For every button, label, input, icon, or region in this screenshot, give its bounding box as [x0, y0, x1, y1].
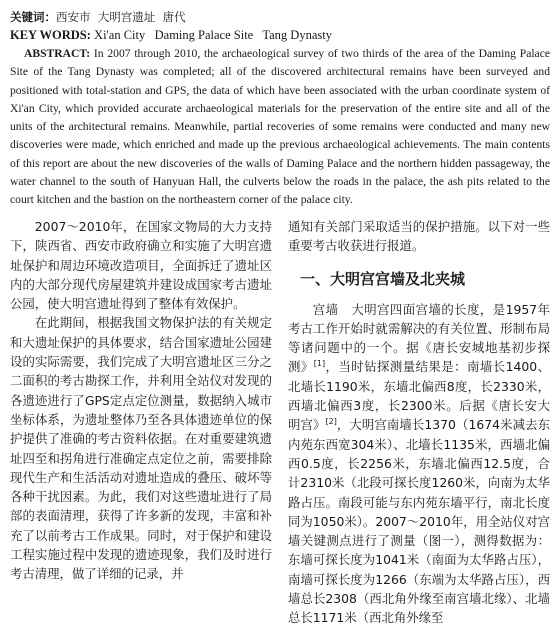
body-column-left [10, 217, 272, 584]
abstract-label: ABSTRACT: [24, 47, 91, 60]
walls-text-part-1: 宫墙 大明宫四面宫墙的长度，是1957年考古工作开始时就需解决的有关位置、形制布局等诸问题中的一个。据《唐长安城地基初步探测》 [288, 301, 550, 375]
body-paragraph-continued: 通知有关部门采取适当的保护措施。以下对一些重要考古收获进行报道。 [288, 219, 550, 254]
walls-text-part-2: ，当时钻探测量结果是：南墙长1400、北墙长1190米，东墙北偏西8度，长2330米，西墙北偏西3度，长2300米。后据《唐长安大明宫》 [288, 359, 550, 433]
keywords-chinese-text: 西安市 大明宫遗址 唐代 [56, 10, 186, 24]
keywords-chinese-label: 关键词： [10, 10, 56, 24]
keywords-english-text: Xi'an City Daming Palace Site Tang Dynasty [90, 28, 332, 42]
body-column-right [288, 217, 550, 628]
reference-marker-1: [1] [313, 359, 326, 369]
keywords-chinese [10, 8, 550, 26]
abstract [10, 45, 550, 210]
reference-marker-2: [2] [325, 417, 337, 427]
body-paragraph-1: 2007～2010年，在国家文物局的大力支持下，陕西省、西安市政府确立和实施了大明宫遗址保护和周边环境改造项目，全面拆迁了遗址区内的大部分现代房屋建筑并建设成国家考古遗址公园，使大明宫遗址得到了整体有效保护。 [10, 219, 272, 312]
body-paragraph-2: 在此期间，根据我国文物保护法的有关规定和大遗址保护的具体要求，结合国家遗址公园建设的实际需要，我们完成了大明宫遗址区三分之二面积的考古勘探工作，并利用全站仪对发现的各遗迹进行了GPS定点定位测量，数据纳入城市坐标体系，为遗址整体乃至各具体遗迹单位的保护提供了准确的考古资料依据。在对重要建筑遗址四至和拐角进行准确定点定位之前，需要排除现代生产和生活活动对遗址造成的叠压、破坏等各种干扰因素。为此，我们对这些遗址进行了局部的表面清理，获得了许多新的发现，丰富和补充了以前考古工作成果。同时，对于保护和建设工程实施过程中发现的遗迹现象，我们及时进行考古清理，做了详细的记录，并 [10, 315, 272, 582]
section-heading: 一、大明宫宫墙及北夹城 [300, 269, 466, 288]
body-paragraph-walls [288, 300, 550, 628]
walls-text-part-3: ，大明宫南墙长1370（1674米减去东内苑东西宽304米）、北墙长1135米，西墙北偏西0.5度，长2256米，东墙北偏西12.5度，合计2310米（北段可探长度1260米，向南为太华路占压。南段可能与东内苑东墙平行，南北长度同为1050米）。2007～2010年，用全站仪对宫墙关键测点进行了测量（图一），测得数据为：东墙可探长度为1041米（南面为太华路占压），南墙可探长度为1266（东端为太华路占压），西墙总长2308（西北角外缘至南宫墙北缘）、北墙总长1171米（西北角外缘至 [288, 417, 550, 626]
keywords-english-label: KEY WORDS: [10, 28, 91, 42]
abstract-text: In 2007 through 2010, the archaeological survey of two thirds of the area of the Daming Palace Site of the Tang Dynasty was completed; all of the discovered architectural remains have been surveyed and positioned with total-station and GPS, the data of which have been associated with the urban coordinate system of Xi'an City, which provided accurate archaeological materials for the preservation of the entire site and all of the units of the architectural remains. Meanwhile, partial recoveries of some remains were conducted and many new discoveries were made, which enriched and made up the previous archaeological achievements. The main contents of this report are about the new discoveries of the walls of Daming Palace and the northern hidden passageway, the water channel to the south of Hanyuan Hall, the culverts below the roads in the palace, the ash pits related to the court kitchen and the bastion on the northeastern corner of the palace city. [10, 47, 550, 207]
front-matter [10, 8, 550, 210]
keywords-english [10, 26, 550, 45]
